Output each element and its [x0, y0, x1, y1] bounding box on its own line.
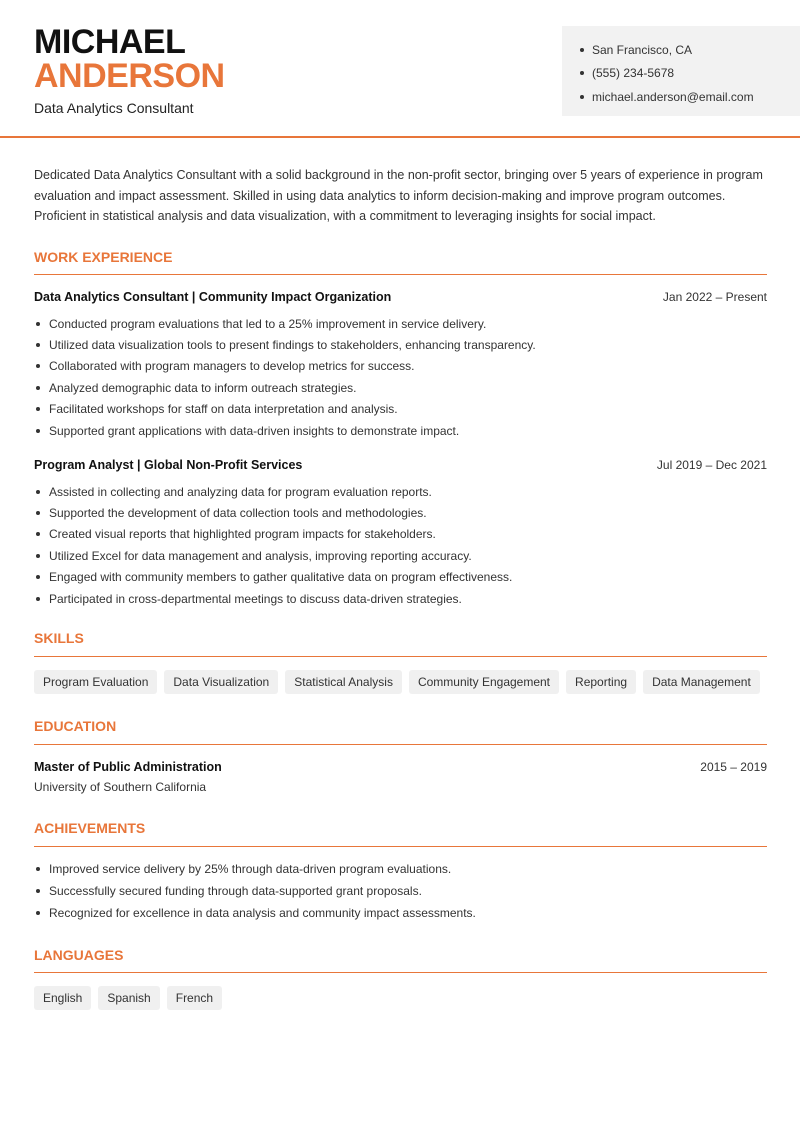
section-title-skills: SKILLS [34, 630, 84, 646]
contact-phone-text: (555) 234-5678 [592, 66, 675, 81]
skill-tag: Reporting [566, 670, 636, 694]
bullet-icon [36, 322, 40, 326]
education-entry [34, 757, 767, 797]
list-item [34, 567, 767, 588]
list-item-text: Engaged with community members to gather qualitative data on program effectiveness. [49, 570, 513, 585]
achievements-list [34, 858, 767, 924]
section-divider [34, 656, 767, 657]
languages-list [34, 986, 229, 1010]
job-bullets [34, 481, 767, 609]
list-item [34, 481, 767, 502]
list-item [34, 313, 767, 334]
list-item-text: Participated in cross-departmental meetings to discuss data-driven strategies. [49, 591, 462, 606]
list-item [34, 420, 767, 441]
bullet-icon [36, 364, 40, 368]
skill-tag: Statistical Analysis [285, 670, 402, 694]
list-item-text: Analyzed demographic data to inform outreach strategies. [49, 380, 357, 395]
bullet-icon [580, 71, 584, 75]
contact-location-text: San Francisco, CA [592, 42, 693, 57]
education-dates: 2015 – 2019 [700, 760, 767, 774]
bullet-icon [36, 429, 40, 433]
resume-header [0, 0, 800, 138]
bullet-icon [36, 597, 40, 601]
skill-tag: Data Visualization [164, 670, 278, 694]
bullet-icon [36, 490, 40, 494]
list-item-text: Created visual reports that highlighted program impacts for stakeholders. [49, 527, 436, 542]
skill-tag: Community Engagement [409, 670, 559, 694]
job-bullets [34, 313, 767, 441]
bullet-icon [580, 48, 584, 52]
contact-location [580, 38, 800, 62]
bullet-icon [36, 407, 40, 411]
education-school: University of Southern California [34, 780, 207, 794]
section-title-education: EDUCATION [34, 718, 117, 734]
section-title-achievements: ACHIEVEMENTS [34, 820, 146, 836]
list-item [34, 377, 767, 398]
list-item [34, 502, 767, 523]
section-title-work: WORK EXPERIENCE [34, 249, 173, 265]
job-entry [34, 287, 767, 441]
job-entry [34, 455, 767, 609]
list-item [34, 356, 767, 377]
bullet-icon [36, 511, 40, 515]
skill-tag: Data Management [643, 670, 760, 694]
list-item [34, 858, 767, 880]
first-name: MICHAEL [34, 23, 186, 61]
education-degree: Master of Public Administration [34, 760, 222, 774]
last-name: ANDERSON [34, 57, 225, 95]
bullet-icon [36, 889, 40, 893]
contact-phone [580, 62, 800, 86]
bullet-icon [36, 532, 40, 536]
list-item-text: Utilized data visualization tools to present findings to stakeholders, enhancing transparency. [49, 338, 536, 353]
bullet-icon [36, 867, 40, 871]
bullet-icon [36, 386, 40, 390]
section-title-languages: LANGUAGES [34, 947, 124, 963]
list-item [34, 524, 767, 545]
job-title: Data Analytics Consultant [34, 100, 194, 116]
list-item-text: Facilitated workshops for staff on data interpretation and analysis. [49, 402, 398, 417]
list-item-text: Utilized Excel for data management and analysis, improving reporting accuracy. [49, 548, 472, 563]
bullet-icon [36, 343, 40, 347]
list-item-text: Recognized for excellence in data analysis and community impact assessments. [49, 906, 476, 920]
job-dates: Jan 2022 – Present [662, 290, 767, 304]
list-item [34, 334, 767, 355]
contact-box [562, 26, 800, 116]
contact-email [580, 85, 800, 109]
contact-email-text: michael.anderson@email.com [592, 89, 754, 104]
section-divider [34, 744, 767, 745]
list-item-text: Collaborated with program managers to develop metrics for success. [49, 359, 415, 374]
list-item [34, 880, 767, 902]
bullet-icon [580, 95, 584, 99]
list-item-text: Conducted program evaluations that led to a 25% improvement in service delivery. [49, 316, 487, 331]
list-item-text: Assisted in collecting and analyzing data for program evaluation reports. [49, 484, 432, 499]
bullet-icon [36, 554, 40, 558]
language-tag: English [34, 986, 91, 1010]
skills-list [34, 670, 767, 694]
bullet-icon [36, 575, 40, 579]
job-dates: Jul 2019 – Dec 2021 [656, 458, 767, 472]
job-role: Data Analytics Consultant | Community Impact Organization [34, 290, 392, 304]
list-item-text: Supported the development of data collection tools and methodologies. [49, 506, 427, 521]
list-item-text: Supported grant applications with data-driven insights to demonstrate impact. [49, 423, 460, 438]
list-item [34, 588, 767, 609]
section-divider [34, 972, 767, 973]
list-item [34, 399, 767, 420]
language-tag: Spanish [98, 986, 159, 1010]
skill-tag: Program Evaluation [34, 670, 157, 694]
list-item [34, 902, 767, 924]
section-divider [34, 846, 767, 847]
list-item-text: Improved service delivery by 25% through data-driven program evaluations. [49, 862, 452, 876]
language-tag: French [167, 986, 222, 1010]
section-divider [34, 274, 767, 275]
bullet-icon [36, 911, 40, 915]
list-item-text: Successfully secured funding through data-supported grant proposals. [49, 884, 422, 898]
list-item [34, 545, 767, 566]
job-role: Program Analyst | Global Non-Profit Services [34, 458, 303, 472]
summary: Dedicated Data Analytics Consultant with a solid background in the non-profit sector, bringing over 5 years of experience in program evaluation and impact assessment. Skilled in using data analytics to inform decision-making and improve program outcomes. Proficient in statistical analysis and data visualization, with a commitment to leveraging insights for social impact. [34, 168, 763, 224]
